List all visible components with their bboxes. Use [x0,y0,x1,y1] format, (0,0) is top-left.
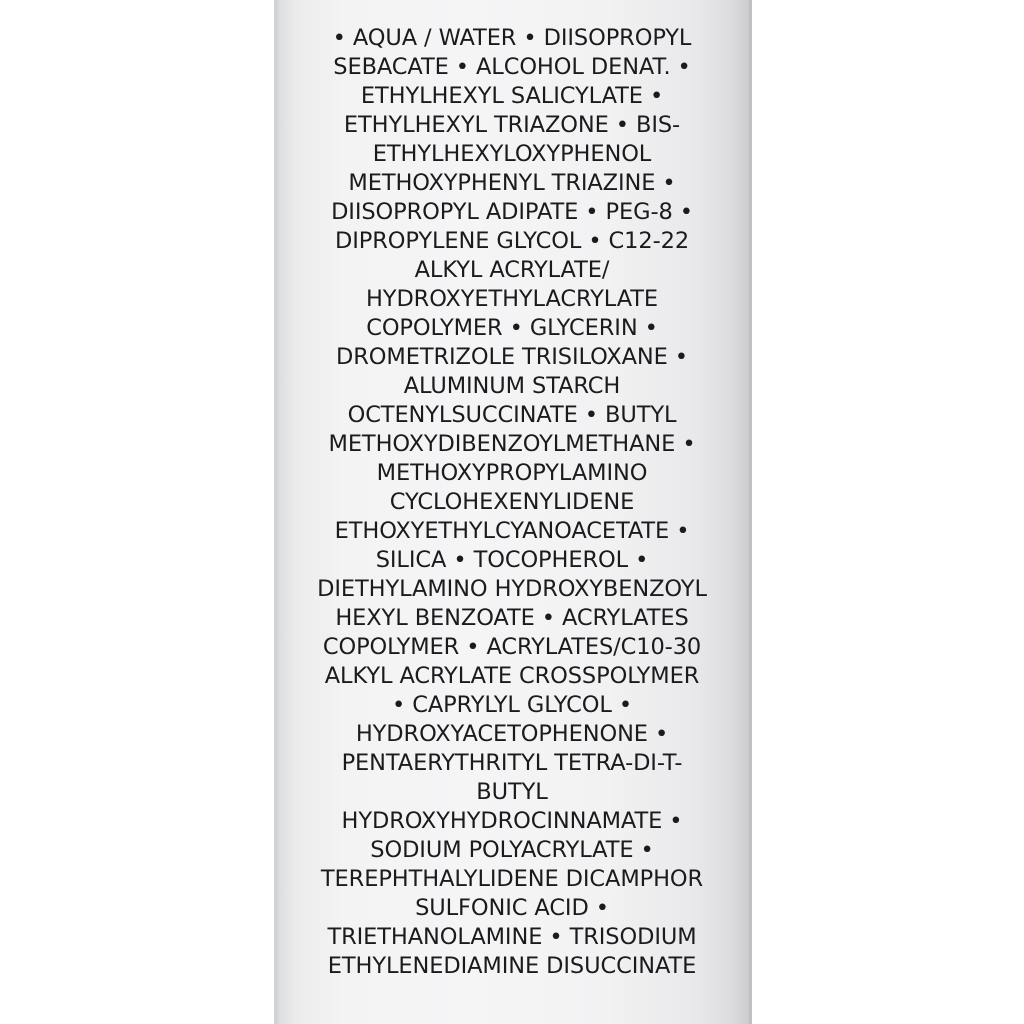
ingredient-line: PENTAERYTHRITYL TETRA-DI-T- [341,750,683,776]
ingredient-line: ETHYLHEXYL TRIAZONE • BIS- [343,112,681,138]
ingredient-line: ETHYLENEDIAMINE DISUCCINATE [327,953,697,979]
ingredient-line: SILICA • TOCOPHEROL • [375,547,649,573]
ingredient-line: ETHOXYETHYLCYANOACETATE • [334,518,690,544]
bottle-edge-right [749,0,752,1024]
ingredient-line: DIPROPYLENE GLYCOL • C12-22 [334,228,690,254]
ingredient-line: ETHYLHEXYL SALICYLATE • [360,83,664,109]
ingredient-line: DIETHYLAMINO HYDROXYBENZOYL [317,576,707,602]
ingredient-line: ETHYLHEXYLOXYPHENOL [372,141,652,167]
ingredient-line: ALKYL ACRYLATE/ [414,257,610,283]
ingredient-line: HYDROXYACETOPHENONE • [355,721,669,747]
ingredient-line: • CAPRYLYL GLYCOL • [392,692,632,718]
ingredient-line: METHOXYDIBENZOYLMETHANE • [328,431,696,457]
ingredient-line: HYDROXYETHYLACRYLATE [365,286,659,312]
ingredient-line: METHOXYPROPYLAMINO [376,460,648,486]
ingredient-line: COPOLYMER • GLYCERIN • [366,315,658,341]
ingredient-line: COPOLYMER • ACRYLATES/C10-30 [322,634,702,660]
ingredient-line: HEXYL BENZOATE • ACRYLATES [335,605,689,631]
ingredient-line: SEBACATE • ALCOHOL DENAT. • [333,54,691,80]
ingredient-line: SODIUM POLYACRYLATE • [370,837,654,863]
ingredient-line: • AQUA / WATER • DIISOPROPYL [332,25,692,51]
ingredient-line: DIISOPROPYL ADIPATE • PEG-8 • [331,199,693,225]
ingredients-list [276,24,748,981]
ingredient-line: HYDROXYHYDROCINNAMATE • [341,808,683,834]
ingredient-line: BUTYL [476,779,548,805]
ingredient-line: SULFONIC ACID • [415,895,609,921]
ingredient-line: OCTENYLSUCCINATE • BUTYL [347,402,677,428]
ingredient-line: DROMETRIZOLE TRISILOXANE • [336,344,688,370]
ingredient-line: METHOXYPHENYL TRIAZINE • [348,170,676,196]
ingredient-line: CYCLOHEXENYLIDENE [389,489,635,515]
ingredient-line: ALKYL ACRYLATE CROSSPOLYMER [324,663,700,689]
ingredient-line: TRIETHANOLAMINE • TRISODIUM [327,924,697,950]
ingredient-line: TEREPHTHALYLIDENE DICAMPHOR [320,866,704,892]
ingredient-line: ALUMINUM STARCH [403,373,621,399]
